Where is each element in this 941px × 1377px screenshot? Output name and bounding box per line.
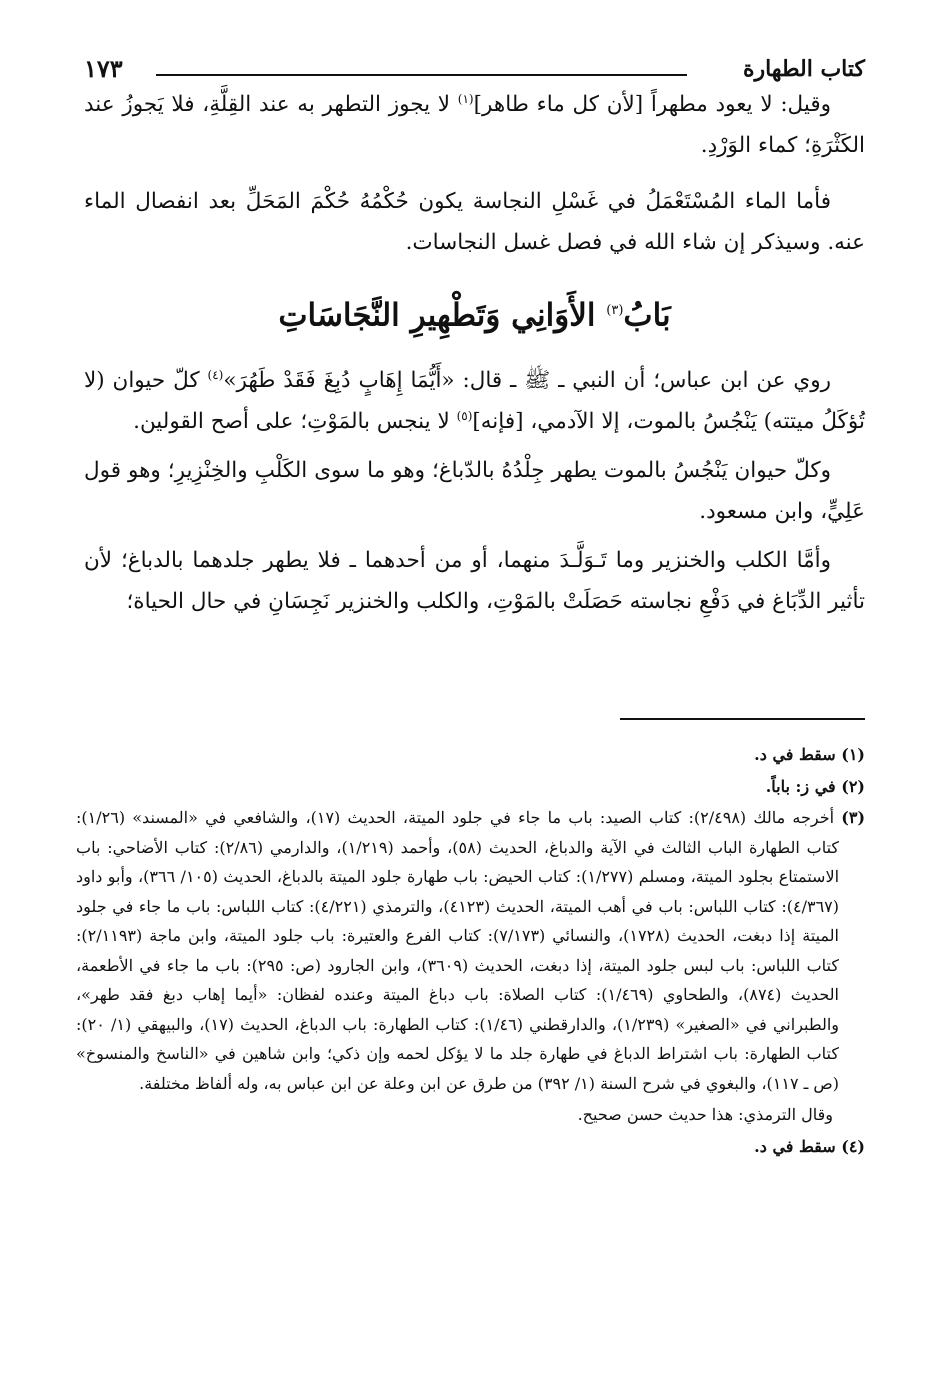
chapter-title: كتاب الطهارة xyxy=(742,56,865,82)
footnote-ref: (٤) xyxy=(207,367,224,382)
page-number: ١٧٣ xyxy=(84,54,123,83)
footnote-ref: (١) xyxy=(457,91,474,106)
footnote-ref: (٥) xyxy=(456,408,473,423)
section-heading: بَابُ$^{(٣)}$ الأَوَانِي وَتَطْهِيرِ النَّجَاسَاتِ xyxy=(278,297,671,334)
paragraph: فأما الماء المُسْتَعْمَلُ في غَسْلِ النجاسة يكون حُكْمُهُ حُكْمَ المَحَلِّ بعد انفصال الماء عنه. وسيذكر إن شاء الله في فصل غسل النجاسات. xyxy=(84,189,865,255)
footnote: (٢) في ز: باباً. xyxy=(765,776,865,796)
header-rule xyxy=(156,74,687,76)
footnote-ref: (٣) xyxy=(606,303,624,318)
footnotes xyxy=(76,740,865,1161)
footnote-separator xyxy=(620,718,865,720)
paragraph: وقيل: لا يعود مطهراً [لأن كل ماء طاهر]$^{(١)}$ لا يجوز التطهر به عند القِلَّةِ، فلا يَجوزُ عند الكَثْرَةِ؛ كماء الوَرْدِ. xyxy=(84,91,865,158)
section-body xyxy=(84,360,865,622)
paragraph: روي عن ابن عباس؛ أن النبي ـ ﷺ ـ قال: «أَيُّمَا إِهَابٍ دُبِغَ فَقَدْ طَهُرَ»$^{(٤)}$ كلّ حيوان (لا تُؤكَلُ ميتته) يَنْجُسُ بالموت، إلا الآدمي، [فإنه]$^{(٥)}$ لا ينجس بالمَوْتِ؛ على أصح القولين. xyxy=(84,367,865,434)
footnote: (١) سقط في د. xyxy=(754,745,865,764)
footnote: (٣) أخرجه مالك (٢/٤٩٨): كتاب الصيد: باب ما جاء في جلود الميتة، الحديث (١٧)، والشافعي في «المسند» (١/٢٦): كتاب الطهارة الباب الثالث في الآية والدباغ، الحديث (٥٨)، وأحمد (١/٢١٩)، والدارمي (٢/٨٦): كتاب الأضاحي: باب الاستمتاع بجلود الميتة، ومسلم (١/٢٧٧): كتاب الحيض: باب طهارة جلود الميتة بالدباغ، الحديث (١٠٥/ ٣٦٦)، وأبو داود (٤/٣٦٧): كتاب اللباس: باب في أهب الميتة، الحديث (٤١٢٣)، والترمذي (٤/٢٢١): كتاب اللباس: باب ما جاء في جلود الميتة إذا دبغت، الحديث (١٧٢٨)، والنسائي (٧/١٧٣): كتاب الفرع والعتيرة: باب جلود الميتة، وابن ماجة (٢/١١٩٣): كتاب اللباس: باب لبس جلود الميتة، إذا دبغت، الحديث (٣٦٠٩)، وابن الجارود (ص: ٢٩٥): باب ما جاء في الأطعمة، الحديث (٨٧٤)، والطحاوي (١/٤٦٩): كتاب الصلاة: باب دباغ الميتة وعنده لفظان: «أيما إهاب دبغ فقد طهر»، والطبراني في «الصغير» (١/٢٣٩)، والدارقطني (١/٤٦): كتاب الطهارة: باب الدباغ، الحديث (١٧)، والبيهقي (١/ ٢٠): كتاب الطهارة: باب اشتراط الدباغ في طهارة جلد ما لا يؤكل لحمه وإن ذكي؛ وابن شاهين في «الناسخ والمنسوخ» (ص ـ ١١٧)، والبغوي في شرح السنة (١/ ٣٩٢) من طرق عن ابن وعلة عن ابن عباس به، وله ألفاظ مختلفة. xyxy=(76,808,866,1093)
footnote-note: وقال الترمذي: هذا حديث حسن صحيح. xyxy=(577,1105,833,1124)
footnote: (٤) سقط في د. xyxy=(754,1136,865,1156)
paragraph: وكلّ حيوان يَنْجُسُ بالموت يطهر جِلْدُهُ بالدّباغ؛ وهو ما سوى الكَلْبِ والخِنْزِيرِ؛ وهو قول عَلِيٍّ، وابن مسعود. xyxy=(84,458,865,524)
intro-text xyxy=(84,84,865,263)
paragraph: وأمَّا الكلب والخنزير وما تَـوَلَّـدَ منهما، أو من أحدهما ـ فلا يطهر جلدهما بالدباغ؛ لأن تأثير الدِّبَاغ في دَفْعِ نجاسته حَصَلَتْ بالمَوْتِ، والكلب والخنزير نَجِسَانِ في حال الحياة؛ xyxy=(84,548,865,614)
